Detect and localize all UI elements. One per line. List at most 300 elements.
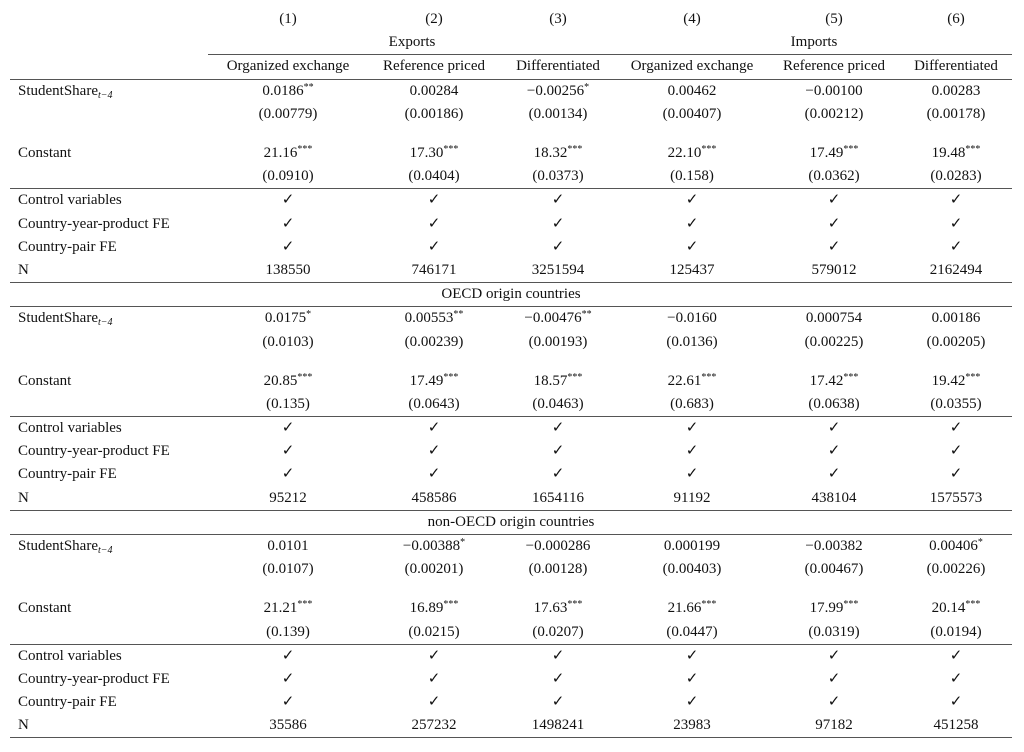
gap-cell <box>10 126 208 142</box>
estimate-value: 17.63 <box>533 600 568 617</box>
estimate-value: 22.10 <box>667 145 702 162</box>
column-number: (4) <box>683 11 701 28</box>
fe-row <box>10 440 1012 463</box>
significance-stars: *** <box>297 371 313 383</box>
fe-row <box>10 213 1012 236</box>
gap-cell <box>208 354 368 370</box>
checkmark-icon: ✓ <box>281 466 295 483</box>
column-number: (2) <box>425 11 443 28</box>
checkmark-icon: ✓ <box>827 466 841 483</box>
row-label-constant: Constant <box>18 372 72 389</box>
gap-row <box>10 581 1012 597</box>
estimate-value: 20.14 <box>931 600 966 617</box>
gap-cell <box>900 126 1012 142</box>
checkmark-icon: ✓ <box>551 192 565 209</box>
estimate-value: 18.32 <box>533 145 568 162</box>
row-label-n: N <box>10 259 208 283</box>
column-subheader: Reference priced <box>768 55 900 79</box>
column-number-row <box>10 8 1012 31</box>
coef-cell <box>768 534 900 558</box>
significance-stars: *** <box>843 144 859 156</box>
const-cell <box>368 142 500 165</box>
std-error-cell: (0.00178) <box>926 105 986 122</box>
group-header-exports: Exports <box>208 31 616 55</box>
const-cell <box>500 142 616 165</box>
std-error-cell: (0.00212) <box>804 105 864 122</box>
gap-cell <box>616 126 768 142</box>
checkmark-icon: ✓ <box>685 670 699 687</box>
gap-cell <box>616 581 768 597</box>
fe-row <box>10 644 1012 668</box>
const-cell <box>208 597 368 620</box>
estimate-value: 17.30 <box>409 145 444 162</box>
n-cell: 1575573 <box>900 487 1012 511</box>
significance-stars: *** <box>965 144 981 156</box>
std-error-cell: (0.00407) <box>662 105 722 122</box>
n-cell: 91192 <box>616 487 768 511</box>
significance-stars: *** <box>965 599 981 611</box>
std-error-cell: (0.0207) <box>500 621 616 645</box>
estimate-value: 0.0186 <box>262 82 304 99</box>
checkmark-icon: ✓ <box>551 670 565 687</box>
const-cell <box>616 370 768 393</box>
column-subheader: Reference priced <box>368 55 500 79</box>
estimate-value: −0.00388 <box>402 538 461 555</box>
const-cell <box>500 597 616 620</box>
n-row <box>10 714 1012 738</box>
const-row <box>10 597 1012 620</box>
row-label-control-variables: Control variables <box>18 647 122 664</box>
std-error-cell: (0.0319) <box>768 621 900 645</box>
const-se-row <box>10 621 1012 645</box>
significance-stars: *** <box>843 599 859 611</box>
std-error-cell: (0.00226) <box>926 561 986 578</box>
n-cell: 746171 <box>368 259 500 283</box>
checkmark-icon: ✓ <box>949 694 963 711</box>
row-label-n: N <box>10 714 208 738</box>
row-label-student-share <box>10 79 208 103</box>
checkmark-icon: ✓ <box>827 694 841 711</box>
gap-row <box>10 354 1012 370</box>
coef-cell <box>368 79 500 103</box>
estimate-value: 16.89 <box>409 600 444 617</box>
fe-row <box>10 189 1012 213</box>
row-label-control-variables: Control variables <box>18 420 122 437</box>
checkmark-icon: ✓ <box>281 443 295 460</box>
estimate-value: 17.49 <box>809 145 844 162</box>
std-error-cell: (0.0638) <box>768 393 900 417</box>
stub-cell <box>10 165 208 189</box>
row-label-text: StudentShare <box>18 310 98 327</box>
gap-cell <box>208 126 368 142</box>
subheader-row <box>10 55 1012 79</box>
checkmark-icon: ✓ <box>551 466 565 483</box>
coef-cell <box>500 79 616 103</box>
row-label-text: StudentShare <box>18 538 98 555</box>
estimate-value: 17.99 <box>809 600 844 617</box>
row-label-country-pair-fe: Country-pair FE <box>18 694 117 711</box>
const-se-row <box>10 393 1012 417</box>
coef-cell <box>368 534 500 558</box>
n-cell: 35586 <box>208 714 368 738</box>
significance-stars: *** <box>567 371 583 383</box>
panel-title-row <box>10 283 1012 307</box>
significance-stars: *** <box>701 144 717 156</box>
fe-row <box>10 463 1012 486</box>
n-row <box>10 487 1012 511</box>
checkmark-icon: ✓ <box>281 192 295 209</box>
checkmark-icon: ✓ <box>685 420 699 437</box>
n-cell: 2162494 <box>900 259 1012 283</box>
checkmark-icon: ✓ <box>427 670 441 687</box>
coef-cell <box>900 79 1012 103</box>
coef-cell <box>768 79 900 103</box>
std-error-cell: (0.158) <box>616 165 768 189</box>
n-cell: 23983 <box>616 714 768 738</box>
fe-row <box>10 417 1012 441</box>
std-error-cell: (0.0404) <box>368 165 500 189</box>
row-label-country-year-product-fe: Country-year-product FE <box>18 215 170 232</box>
checkmark-icon: ✓ <box>827 238 841 255</box>
std-error-cell: (0.0136) <box>666 333 718 350</box>
row-label-country-pair-fe: Country-pair FE <box>18 238 117 255</box>
const-cell <box>768 370 900 393</box>
column-number: (3) <box>549 11 567 28</box>
coef-row <box>10 307 1012 331</box>
std-error-cell: (0.0373) <box>500 165 616 189</box>
checkmark-icon: ✓ <box>827 215 841 232</box>
gap-cell <box>10 354 208 370</box>
row-label-constant: Constant <box>18 145 72 162</box>
estimate-value: 0.0175 <box>264 310 307 327</box>
n-cell: 1498241 <box>500 714 616 738</box>
checkmark-icon: ✓ <box>427 694 441 711</box>
significance-stars: ** <box>453 309 464 321</box>
gap-cell <box>768 126 900 142</box>
panel-title: OECD origin countries <box>10 283 1012 307</box>
estimate-value: 0.000199 <box>663 538 721 555</box>
std-error-cell: (0.00134) <box>528 105 588 122</box>
estimate-value: −0.00256 <box>526 82 585 99</box>
const-row <box>10 142 1012 165</box>
regression-table <box>10 8 1012 738</box>
const-cell <box>768 142 900 165</box>
significance-stars: *** <box>701 371 717 383</box>
const-cell <box>208 142 368 165</box>
coef-se-row <box>10 330 1012 353</box>
row-label-student-share <box>10 307 208 331</box>
estimate-value: 21.21 <box>263 600 298 617</box>
coef-cell <box>616 534 768 558</box>
stub-cell <box>10 31 208 55</box>
coef-cell <box>616 79 768 103</box>
n-cell: 138550 <box>208 259 368 283</box>
significance-stars: * <box>460 537 466 549</box>
checkmark-icon: ✓ <box>949 647 963 664</box>
coef-row <box>10 534 1012 558</box>
estimate-value: 0.000754 <box>805 310 863 327</box>
gap-cell <box>900 354 1012 370</box>
row-label-constant: Constant <box>18 600 72 617</box>
n-cell: 438104 <box>768 487 900 511</box>
estimate-value: 0.00284 <box>409 82 459 99</box>
checkmark-icon: ✓ <box>281 420 295 437</box>
coef-cell <box>368 307 500 331</box>
estimate-value: −0.00100 <box>805 82 863 99</box>
row-label-subscript: t−4 <box>98 545 113 557</box>
estimate-value: 18.57 <box>533 372 568 389</box>
n-row <box>10 259 1012 283</box>
row-label-control-variables: Control variables <box>18 192 122 209</box>
estimate-value: 21.16 <box>263 145 298 162</box>
coef-cell <box>208 534 368 558</box>
stub-cell <box>10 55 208 79</box>
checkmark-icon: ✓ <box>427 192 441 209</box>
gap-row <box>10 126 1012 142</box>
checkmark-icon: ✓ <box>551 215 565 232</box>
column-number: (1) <box>279 11 297 28</box>
const-cell <box>616 597 768 620</box>
checkmark-icon: ✓ <box>281 647 295 664</box>
const-se-row <box>10 165 1012 189</box>
n-cell: 97182 <box>768 714 900 738</box>
checkmark-icon: ✓ <box>427 443 441 460</box>
gap-cell <box>768 354 900 370</box>
coef-cell <box>500 534 616 558</box>
estimate-value: 21.66 <box>667 600 702 617</box>
gap-cell <box>500 354 616 370</box>
significance-stars: * <box>977 537 983 549</box>
checkmark-icon: ✓ <box>281 238 295 255</box>
significance-stars: *** <box>297 144 313 156</box>
coef-cell <box>208 79 368 103</box>
checkmark-icon: ✓ <box>551 238 565 255</box>
gap-cell <box>368 126 500 142</box>
const-cell <box>208 370 368 393</box>
fe-row <box>10 691 1012 714</box>
std-error-cell: (0.00186) <box>404 105 464 122</box>
std-error-cell: (0.683) <box>616 393 768 417</box>
estimate-value: 0.00462 <box>667 82 717 99</box>
group-header-row <box>10 31 1012 55</box>
n-cell: 579012 <box>768 259 900 283</box>
significance-stars: *** <box>965 371 981 383</box>
checkmark-icon: ✓ <box>949 215 963 232</box>
coef-cell <box>616 307 768 331</box>
checkmark-icon: ✓ <box>685 238 699 255</box>
estimate-value: 0.00553 <box>404 310 454 327</box>
column-number: (6) <box>947 11 965 28</box>
group-header-imports: Imports <box>616 31 1012 55</box>
checkmark-icon: ✓ <box>551 694 565 711</box>
checkmark-icon: ✓ <box>827 647 841 664</box>
gap-cell <box>768 581 900 597</box>
significance-stars: *** <box>701 599 717 611</box>
std-error-cell: (0.0283) <box>900 165 1012 189</box>
checkmark-icon: ✓ <box>685 466 699 483</box>
n-cell: 95212 <box>208 487 368 511</box>
checkmark-icon: ✓ <box>827 192 841 209</box>
coef-cell <box>208 307 368 331</box>
n-cell: 257232 <box>368 714 500 738</box>
stub-cell <box>10 103 208 126</box>
stub-cell <box>10 621 208 645</box>
row-label-text: StudentShare <box>18 82 98 99</box>
significance-stars: *** <box>297 599 313 611</box>
estimate-value: −0.0160 <box>667 310 717 327</box>
checkmark-icon: ✓ <box>685 215 699 232</box>
row-label-subscript: t−4 <box>98 317 113 329</box>
row-label-student-share <box>10 534 208 558</box>
estimate-value: 17.49 <box>409 372 444 389</box>
std-error-cell: (0.00467) <box>804 561 864 578</box>
checkmark-icon: ✓ <box>281 694 295 711</box>
std-error-cell: (0.00193) <box>528 333 588 350</box>
checkmark-icon: ✓ <box>551 420 565 437</box>
n-cell: 3251594 <box>500 259 616 283</box>
checkmark-icon: ✓ <box>827 670 841 687</box>
estimate-value: −0.00476 <box>524 310 582 327</box>
row-label-country-pair-fe: Country-pair FE <box>18 466 117 483</box>
checkmark-icon: ✓ <box>949 670 963 687</box>
const-cell <box>616 142 768 165</box>
coef-cell <box>900 534 1012 558</box>
coef-se-row <box>10 558 1012 581</box>
std-error-cell: (0.00225) <box>804 333 864 350</box>
checkmark-icon: ✓ <box>827 420 841 437</box>
std-error-cell: (0.0107) <box>262 561 314 578</box>
panel-title: non-OECD origin countries <box>10 510 1012 534</box>
n-cell: 125437 <box>616 259 768 283</box>
gap-cell <box>208 581 368 597</box>
checkmark-icon: ✓ <box>685 694 699 711</box>
std-error-cell: (0.00239) <box>404 333 464 350</box>
std-error-cell: (0.0910) <box>208 165 368 189</box>
checkmark-icon: ✓ <box>427 466 441 483</box>
significance-stars: * <box>584 81 590 93</box>
checkmark-icon: ✓ <box>949 466 963 483</box>
gap-cell <box>368 354 500 370</box>
estimate-value: −0.000286 <box>525 538 591 555</box>
std-error-cell: (0.0447) <box>616 621 768 645</box>
stub-cell <box>10 8 208 31</box>
checkmark-icon: ✓ <box>685 192 699 209</box>
gap-cell <box>500 126 616 142</box>
std-error-cell: (0.0643) <box>368 393 500 417</box>
n-cell: 458586 <box>368 487 500 511</box>
std-error-cell: (0.0103) <box>262 333 314 350</box>
estimate-value: 19.42 <box>931 372 966 389</box>
coef-cell <box>500 307 616 331</box>
panel-title-row <box>10 510 1012 534</box>
checkmark-icon: ✓ <box>427 238 441 255</box>
checkmark-icon: ✓ <box>551 443 565 460</box>
estimate-value: 0.00406 <box>929 538 978 555</box>
const-cell <box>368 370 500 393</box>
estimate-value: 0.0101 <box>267 538 309 555</box>
checkmark-icon: ✓ <box>427 647 441 664</box>
estimate-value: −0.00382 <box>805 538 863 555</box>
std-error-cell: (0.0194) <box>900 621 1012 645</box>
stub-cell <box>10 330 208 353</box>
significance-stars: *** <box>567 599 583 611</box>
gap-cell <box>368 581 500 597</box>
coef-se-row <box>10 103 1012 126</box>
n-cell: 1654116 <box>500 487 616 511</box>
checkmark-icon: ✓ <box>949 420 963 437</box>
std-error-cell: (0.0362) <box>768 165 900 189</box>
std-error-cell: (0.139) <box>208 621 368 645</box>
table-body <box>10 8 1012 738</box>
checkmark-icon: ✓ <box>685 647 699 664</box>
estimate-value: 20.85 <box>263 372 298 389</box>
stub-cell <box>10 393 208 417</box>
fe-row <box>10 236 1012 259</box>
std-error-cell: (0.00779) <box>258 105 318 122</box>
significance-stars: *** <box>843 371 859 383</box>
std-error-cell: (0.135) <box>208 393 368 417</box>
significance-stars: *** <box>443 144 459 156</box>
std-error-cell: (0.00205) <box>926 333 986 350</box>
checkmark-icon: ✓ <box>427 420 441 437</box>
estimate-value: 19.48 <box>931 145 966 162</box>
stub-cell <box>10 558 208 581</box>
checkmark-icon: ✓ <box>827 443 841 460</box>
row-label-subscript: t−4 <box>98 89 113 101</box>
fe-row <box>10 668 1012 691</box>
coef-cell <box>900 307 1012 331</box>
significance-stars: * <box>306 309 312 321</box>
coef-cell <box>768 307 900 331</box>
column-subheader: Differentiated <box>900 55 1012 79</box>
const-cell <box>500 370 616 393</box>
n-cell: 451258 <box>900 714 1012 738</box>
significance-stars: *** <box>567 144 583 156</box>
significance-stars: ** <box>303 81 314 93</box>
const-cell <box>900 597 1012 620</box>
estimate-value: 17.42 <box>809 372 844 389</box>
column-subheader: Differentiated <box>500 55 616 79</box>
coef-row <box>10 79 1012 103</box>
gap-cell <box>616 354 768 370</box>
estimate-value: 0.00283 <box>931 82 981 99</box>
column-subheader: Organized exchange <box>616 55 768 79</box>
checkmark-icon: ✓ <box>949 443 963 460</box>
gap-cell <box>900 581 1012 597</box>
const-row <box>10 370 1012 393</box>
std-error-cell: (0.0355) <box>900 393 1012 417</box>
significance-stars: *** <box>443 371 459 383</box>
const-cell <box>900 370 1012 393</box>
checkmark-icon: ✓ <box>281 670 295 687</box>
row-label-country-year-product-fe: Country-year-product FE <box>18 443 170 460</box>
checkmark-icon: ✓ <box>281 215 295 232</box>
std-error-cell: (0.0463) <box>500 393 616 417</box>
checkmark-icon: ✓ <box>949 238 963 255</box>
checkmark-icon: ✓ <box>427 215 441 232</box>
std-error-cell: (0.00201) <box>404 561 464 578</box>
estimate-value: 22.61 <box>667 372 702 389</box>
checkmark-icon: ✓ <box>685 443 699 460</box>
const-cell <box>768 597 900 620</box>
std-error-cell: (0.00128) <box>528 561 588 578</box>
checkmark-icon: ✓ <box>551 647 565 664</box>
row-label-n: N <box>10 487 208 511</box>
const-cell <box>900 142 1012 165</box>
gap-cell <box>500 581 616 597</box>
gap-cell <box>10 581 208 597</box>
significance-stars: ** <box>581 309 592 321</box>
